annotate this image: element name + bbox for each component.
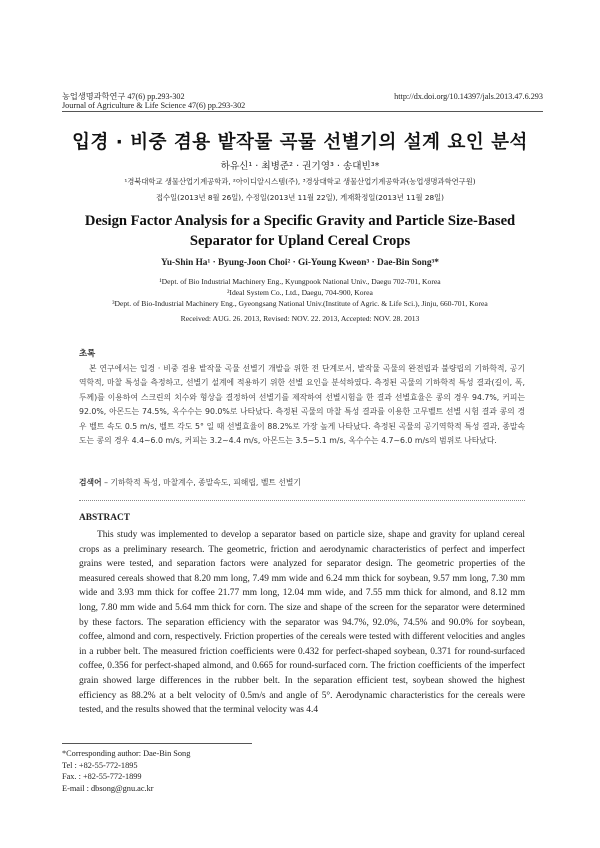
- section-divider: [79, 500, 525, 501]
- english-title-line-2: Separator for Upland Cereal Crops: [189, 233, 411, 249]
- footnote-rule: [62, 743, 252, 744]
- korean-keywords: [79, 477, 301, 488]
- english-title-line-1: Design Factor Analysis for a Specific Gravity and Particle Size-Based: [84, 213, 516, 229]
- korean-title: 입경 · 비중 겸용 밭작물 곡물 선별기의 설계 요인 분석: [72, 132, 528, 153]
- header-rule: [62, 111, 543, 112]
- korean-abstract-heading: 초록: [79, 348, 96, 358]
- english-affiliations: [0, 276, 600, 309]
- keywords-list: – 기하학적 특성, 마찰계수, 종말속도, 피해립, 벨트 선별기: [104, 478, 301, 487]
- korean-affiliations: ¹경북대학교 생물산업기계공학과, ²아이디알시스템(주), ³경상대학교 생물산업기계공학과(농업생명과학연구원): [124, 177, 476, 186]
- affiliation-1: ¹Dept. of Bio Industrial Machinery Eng., Kyungpook National Univ., Daegu 702-701, Korea: [159, 277, 441, 286]
- korean-authors: 하유신¹ · 최병준² · 권기영³ · 송대빈³*: [220, 161, 380, 172]
- english-title: [0, 211, 600, 251]
- korean-dates: 접수일(2013년 8월 26일), 수정일(2013년 11월 22일), 게재확정일(2013년 11월 28일): [155, 193, 445, 202]
- fax: Fax. : +82-55-772-1899: [62, 772, 142, 782]
- tel: Tel : +82-55-772-1895: [62, 760, 138, 770]
- keywords-label: 검색어: [79, 478, 102, 487]
- footnote: [62, 748, 190, 794]
- affiliation-2: ²Ideal System Co., Ltd., Daegu, 704-900, Korea: [227, 288, 373, 297]
- email[interactable]: E-mail : dbsong@gnu.ac.kr: [62, 783, 154, 793]
- doi-link[interactable]: http://dx.doi.org/10.14397/jals.2013.47.6.293: [394, 92, 543, 101]
- journal-english: Journal of Agriculture & Life Science 47(6) pp.293-302: [62, 101, 246, 110]
- english-abstract-heading: ABSTRACT: [79, 513, 131, 523]
- english-authors: Yu-Shin Ha¹ · Byung-Joon Choi² · Gi-Young Kweon³ · Dae-Bin Song³*: [161, 258, 439, 268]
- english-abstract-body: This study was implemented to develop a separator based on particle size, shape and gravity for upland cereal crops as a preliminary research. The geometric, friction and aerodynamic characteristics of perfect and imperfect grains were tested, and separation factors were analyzed for separator design. The geometric properties of the measured cereals showed that 8.20 mm long, 7.49 mm wide and 6.24 mm thick for soybean, 9.57 mm long, 7.30 mm wide and 3.93 mm thick for coffee 21.77 mm long, 12.04 mm wide, and 7.55 mm thick for almond, and 8.12 mm long, 7.80 mm wide and 5.64 mm thick for corn. The size and shape of the screen for the separator were determined by these factors. The separation efficiency with the separator was 94.7%, 92.0%, 74.5% and 90.0% for soybean, coffee, almond and corn, respectively. Friction properties of the cereals were tested with different velocities and angles in a rubber belt. The measured friction coefficients were 0.432 for perfect-shaped soybean, 0.371 for round-surfaced coffee, 0.356 for perfect-shaped almond, and 0.665 for round-surfaced corn. The friction coefficients of the imperfect grain showed large differences in the rubber belt. In the separation efficient test, soybean showed the highest efficiency as 88.2% at a belt velocity of 0.5m/s and angle of 5°. Aerodynamic characteristics for the cereals were tested, and the results showed that the terminal velocity was 4.4: [79, 530, 525, 716]
- affiliation-3: ³Dept. of Bio-Industrial Machinery Eng., Gyeongsang National Univ.(Institute of Agric. & Life Sci.), Jinju, 660-701, Korea: [112, 299, 488, 308]
- journal-korean: 농업생명과학연구 47(6) pp.293-302: [62, 92, 185, 101]
- korean-abstract-body: 본 연구에서는 입경 · 비중 겸용 밭작물 곡물 선별기 개발을 위한 전 단계로서, 밭작물 곡물의 완전립과 불량립의 기하학적, 공기역학적, 마찰 특성을 측정하고, 선별기 설계에 적용하기 위한 선별 요인을 분석하였다. 측정된 곡물의 기하학적 특성 결과(길이, 폭, 두께)를 이용하여 스크린의 치수와 형상을 결정하여 선별기를 제작하여 선별시험을 한 결과 선별효율은 콩의 경우 94.7%, 커피는 92.0%, 아몬드는 74.5%, 옥수수는 90.0%로 나타났다. 측정된 곡물의 마찰 특성 결과를 이용한 고무벨트 선별 시험 결과 콩의 경우 벨트 속도 0.5 m/s, 벨트 각도 5° 일 때 선별효율이 88.2%로 가장 높게 나타났다. 측정된 곡물의 공기역학적 특성 결과, 종말속도는 콩의 경우 4.4~6.0 m/s, 커피는 3.2~4.4 m/s, 아몬드는 3.5~5.1 m/s, 옥수수는 4.7~6.0 m/s의 범위로 나타났다.: [79, 364, 525, 446]
- english-dates: Received: AUG. 26. 2013, Revised: NOV. 22. 2013, Accepted: NOV. 28. 2013: [180, 314, 420, 323]
- corresponding-author: *Corresponding author: Dae-Bin Song: [62, 749, 191, 758]
